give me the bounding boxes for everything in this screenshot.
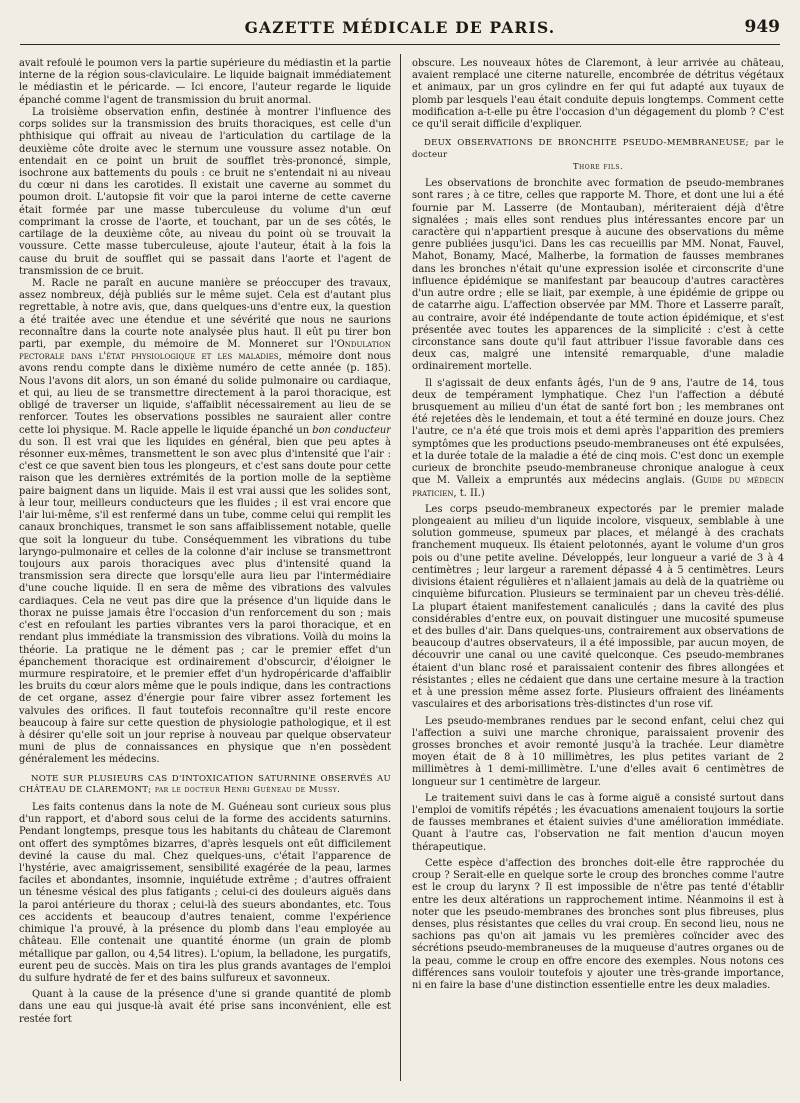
paragraph: Quant à la cause de la présence d'une si grande quantité de plomb dans une eau qui jusque-là avait été prise sans inconvénient, elle est restée fort (19, 989, 391, 1025)
paragraph-text: , mémoire dont nous avons rendu compte dans le dixième numéro de cette année (p. 185). Nous l'avons dit alors, un son émané du solide pulmonaire ou cardiaque, et qui, au lieu de se transmettre directement à la paroi thoracique, est obligé de traverser un liquide, s'affaiblit nécessairement au lieu de se renforcer. Toutes les observations possibles ne sauraient aller contre cette loi physique. M. Racle appelle le liquide épanché un (19, 351, 391, 436)
page-number: 949 (744, 17, 780, 37)
paragraph: Les corps pseudo-membraneux expectorés par le premier malade plongeaient au milieu d'un liquide incolore, visqueux, semblable à une solution gommeuse, spumeux par places, et mélangé à des crachats franchement muqueux. Ils étaient pelotonnés, ayant le volume d'un gros pois ou d'une petite aveline. Développés, leur longueur a varié de 3 à 4 centimètres ; leur largeur a rarement dépassé 4 à 5 centimètres. Leurs divisions étaient régulières et n'allaient jamais au delà de la quatrième ou cinquième bifurcation. Plusieurs se terminaient par un cheveu très-délié. La plupart étaient manifestement canaliculés ; dans la cavité des plus considérables d'entre eux, on pouvait distinguer une mucosité spumeuse et des bulles d'air. Dans quelques-uns, contrairement aux observations de beaucoup d'autres observateurs, il a été impossible, par aucun moyen, de découvrir une canal ou une cavité quelconque. Ces pseudo-membranes étaient d'un blanc rosé et paraissaient contenir des fibres allongées et résistantes ; elles ne cédaient que dans une certaine mesure à la traction et à une pression même assez forte. Plusieurs offraient des linéaments vasculaires et des arborisations très-distinctes d'un rose vif. (412, 503, 784, 711)
paragraph: La troisième observation enfin, destinée à montrer l'influence des corps solides sur la transmission des bruits thoraciques, est celle d'un phthisique qui offrait au niveau de l'articulation du cartilage de la deuxième côte droite avec le sternum une voussure assez notable. On entendait en ce point un bruit de soufflet très-prononcé, simple, isochrone aux battements du pouls : ce bruit ne s'entendait ni au niveau du cœur ni dans les carotides. Il existait une caverne au sommet du poumon droit. L'autopsie fit voir que la paroi interne de cette caverne était formée par une masse tuberculeuse du volume d'un œuf comprimant la crosse de l'aorte, et touchant, par un de ses côtés, le cartilage de la deuxième côte, au niveau du point où se trouvait la voussure. Cette masse tuberculeuse, ajoute l'auteur, était à la fois la cause du bruit de soufflet qui se passait dans l'aorte et l'agent de transmission de ce bruit. (19, 106, 391, 277)
paragraph: Cette espèce d'affection des bronches doit-elle être rapprochée du croup ? Serait-elle en quelque sorte le croup des bronches comme l'autre est le croup du larynx ? Il est impossible de n'être pas tenté d'établir entre les deux altérations un rapprochement intime. Néanmoins il est à noter que les pseudo-membranes des bronches sont plus fibreuses, plus denses, plus résistantes que celles du vrai croup. En second lieu, nous ne sachions pas qu'on ait jamais vu les premières coïncider avec des sécrétions pseudo-membraneuses de la muqueuse d'autres organes ou de la peau, comme le croup en offre encore des exemples. Nous notons ces différences sans vouloir toutefois y ajouter une très-grande importance, ni en faire la base d'une distinction essentielle entre les deux maladies. (412, 857, 784, 992)
section-title: NOTE SUR PLUSIEURS CAS D'INTOXICATION SATURNINE OBSERVÉS AU CHÂTEAU DE CLAREMONT (19, 773, 391, 796)
section-author: Thore fils. (572, 161, 624, 172)
paragraph-text: du son. Il est vrai que les liquides en général, bien que peu aptes à résonner eux-mêmes, transmettent le son avec plus d'intensité que l'air : c'est ce que savent bien tous les plongeurs, et c'est sans doute pour cette raison que les dernières extrémités de la portion molle de la septième paire baignent dans un liquide. Mais il est vrai aussi que les solides sont, à leur tour, meilleurs conducteurs que les fluides ; il est vrai encore que l'air lui-même, s'il est renfermé dans un tube, comme celui qui remplit les canaux bronchiques, transmet le son sans affaiblissement notable, quelle que soit la longueur du tube. Conséquemment les vibrations du tube laryngo-pulmonaire et celles de la colonne d'air incluse se transmettront toujours aux parois thoraciques avec plus d'intensité quand la transmission sera directe que lorsqu'elle aura lieu par l'intermédiaire d'une couche liquide. Il en sera de même des vibrations des valvules cardiaques. Cela ne veut pas dire que la présence d'un liquide dans le thorax ne puisse jamais être l'occasion d'un renforcement du son ; mais c'est en refoulant les parties vibrantes vers la paroi thoracique, et en rendant plus immédiate la transmission des vibrations. Voilà du moins la théorie. La pratique ne le dément pas ; car le premier effet d'un épanchement thoracique est ordinairement d'obscurcir, d'éloigner le murmure respiratoire, et le premier effet d'un hydropéricarde d'affaiblir les bruits du cœur alors même que le pouls indique, dans les contractions de cet organe, assez d'énergie pour faire vibrer assez fortement les valvules des orifices. Il faut toutefois reconnaître qu'il reste encore beaucoup à faire sur cette question de physiologie pathologique, et il est à désirer qu'elle soit un jour reprise à nouveau par quelque observateur muni de plus de connaissances en physique que n'en possèdent généralement les médecins. (19, 436, 391, 766)
section-author-prefix: ; par le docteur (412, 138, 784, 160)
cited-memoir-title: Ondulation pectorale dans l'état physiologique et les maladies (19, 339, 391, 363)
paragraph: Le traitement suivi dans le cas à forme aiguë a consisté surtout dans l'emploi de vomitifs répétés ; les évacuations amenaient toujours la sortie de fausses membranes et étaient suivies d'une amélioration immédiate. Quant à l'autre cas, l'observation ne fait mention d'aucun moyen thérapeutique. (412, 792, 784, 853)
paragraph: Les faits contenus dans la note de M. Guéneau sont curieux sous plus d'un rapport, et d'abord sous celui de la forme des accidents saturnins. Pendant longtemps, presque tous les habitants du château de Claremont ont offert des symptômes bizarres, d'après lesquels ont eût difficilement deviné la cause du mal. Chez quelques-uns, c'était l'apparence de l'hystérie, avec amaigrissement, sensibilité exagérée de la peau, larmes faciles et abondantes, insomnie, inquiétude extrême ; d'autres offraient un ténesme vésical des plus fatigants ; celui-ci des douleurs aiguës dans la paroi antérieure du thorax ; celui-là des sueurs abondantes, etc. Tous ces accidents et beaucoup d'autres tenaient, comme l'expérience chimique l'a prouvé, à la présence du plomb dans l'eau employée au château. Elle contenait une quantité énorme (un grain de plomb métallique par gallon, ou 4,54 litres). L'opium, la belladone, les purgatifs, eurent peu de succès. Mais on tira les plus grands avantages de l'emploi du sulfure hydraté de fer et des bains sulfureux et savonneux. (19, 801, 391, 984)
paragraph: Les observations de bronchite avec formation de pseudo-membranes sont rares ; à ce titre, celles que rapporte M. Thore, et dont une lui a été fournie par M. Lasserre (de Montauban), mériteraient déjà d'être signalées ; mais elles sont rendues plus intéressantes encore par un caractère qui n'appartient presque à aucune des observations du même genre publiées jusqu'ici. Dans les cas recueillis par MM. Nonat, Fauvel, Mahot, Bonamy, Macé, Malherbe, la formation de fausses membranes dans les bronches n'était qu'une expression isolée et circonscrite d'une influence épidémique se manifestant par beaucoup d'autres caractères d'un autre ordre ; elle se liait, par exemple, à une épidémie de grippe ou de catarrhe aigu. L'affection observée par MM. Thore et Lasserre paraît, au contraire, avoir été indépendante de toute action épidémique, et s'est présentée avec toutes les apparences de la simplicité : c'est à cette circonstance sans doute qu'il faut attribuer l'issue favorable dans ces deux cas, malgré une intensité remarquable, d'une maladie ordinairement mortelle. (412, 178, 784, 373)
paragraph: avait refoulé le poumon vers la partie supérieure du médiastin et la partie interne de la région sous-claviculaire. Le liquide baignait immédiatement le médiastin et le péricarde. — Ici encore, l'auteur regarde le liquide épanché comme l'agent de transmission du bruit anormal. (19, 58, 391, 106)
section-heading (412, 138, 784, 173)
section-heading (19, 774, 391, 797)
emphasis-text: bon conducteur (312, 424, 391, 436)
paragraph-text: , t. II.) (453, 487, 485, 499)
section-author: ; par le docteur Henri Guéneau de Mussy. (148, 785, 341, 796)
paragraph-text: Il s'agissait de deux enfants âgés, l'un de 9 ans, l'autre de 14, tous deux de tempérament lymphatique. Chez l'un l'affection a débuté brusquement au milieu d'un état de santé fort bon ; les membranes ont été rejetées dès le lendemain, et tout a été terminé en douze jours. Chez l'autre, ce n'a été que trois mois et demi après l'apparition des premiers symptômes que les productions pseudo-membraneuses ont été expulsées, et la durée totale de la maladie a été de cinq mois. C'est donc un exemple curieux de bronchite pseudo-membraneuse chronique analogue à ceux que M. Valleix a empruntés aux médecins anglais. ( (412, 377, 784, 487)
paragraph-text: M. Racle ne paraît en aucune manière se préoccuper des travaux, assez nombreux, déjà publiés sur le même sujet. Cela est d'autant plus regrettable, à notre avis, que, dans quelques-uns d'entre eux, la question a été traitée avec une étendue et une sévérité que nous ne saurions reconnaître dans la courte note analysée plus haut. Il eût pu tirer bon parti, par exemple, du mémoire de M. Monneret sur l' (19, 277, 391, 351)
paragraph: obscure. Les nouveaux hôtes de Claremont, à leur arrivée au château, avaient remplacé une citerne naturelle, encombrée de détritus végétaux et animaux, par un gros cylindre en fer qui fut adapté aux tuyaux de plomb par lesquels l'eau était conduite depuis longtemps. Comment cette modification a-t-elle pu être l'occasion d'un dégagement du plomb ? C'est ce qu'il serait difficile d'expliquer. (412, 58, 784, 131)
right-column (412, 58, 784, 1080)
cited-book-title: Guide du médecin praticien (412, 475, 784, 499)
journal-title: GAZETTE MÉDICALE DE PARIS. (244, 18, 556, 37)
paragraph (19, 278, 391, 767)
column-divider (400, 54, 401, 1081)
left-column (19, 58, 391, 1080)
paragraph (412, 378, 784, 500)
page-header (20, 10, 780, 45)
section-title: DEUX OBSERVATIONS DE BRONCHITE PSEUDO-MEMBRANEUSE (424, 138, 746, 149)
paragraph: Les pseudo-membranes rendues par le second enfant, celui chez qui l'affection a suivi une marche chronique, paraissaient provenir des grosses bronches et avoir remonté jusqu'à la trachée. Leur diamètre moyen était de 8 à 10 millimètres, les plus petites variant de 2 millimètres à 1 demi-millimètre. L'une d'elles avait 6 centimètres de longueur sur 1 centimètre de largeur. (412, 715, 784, 788)
